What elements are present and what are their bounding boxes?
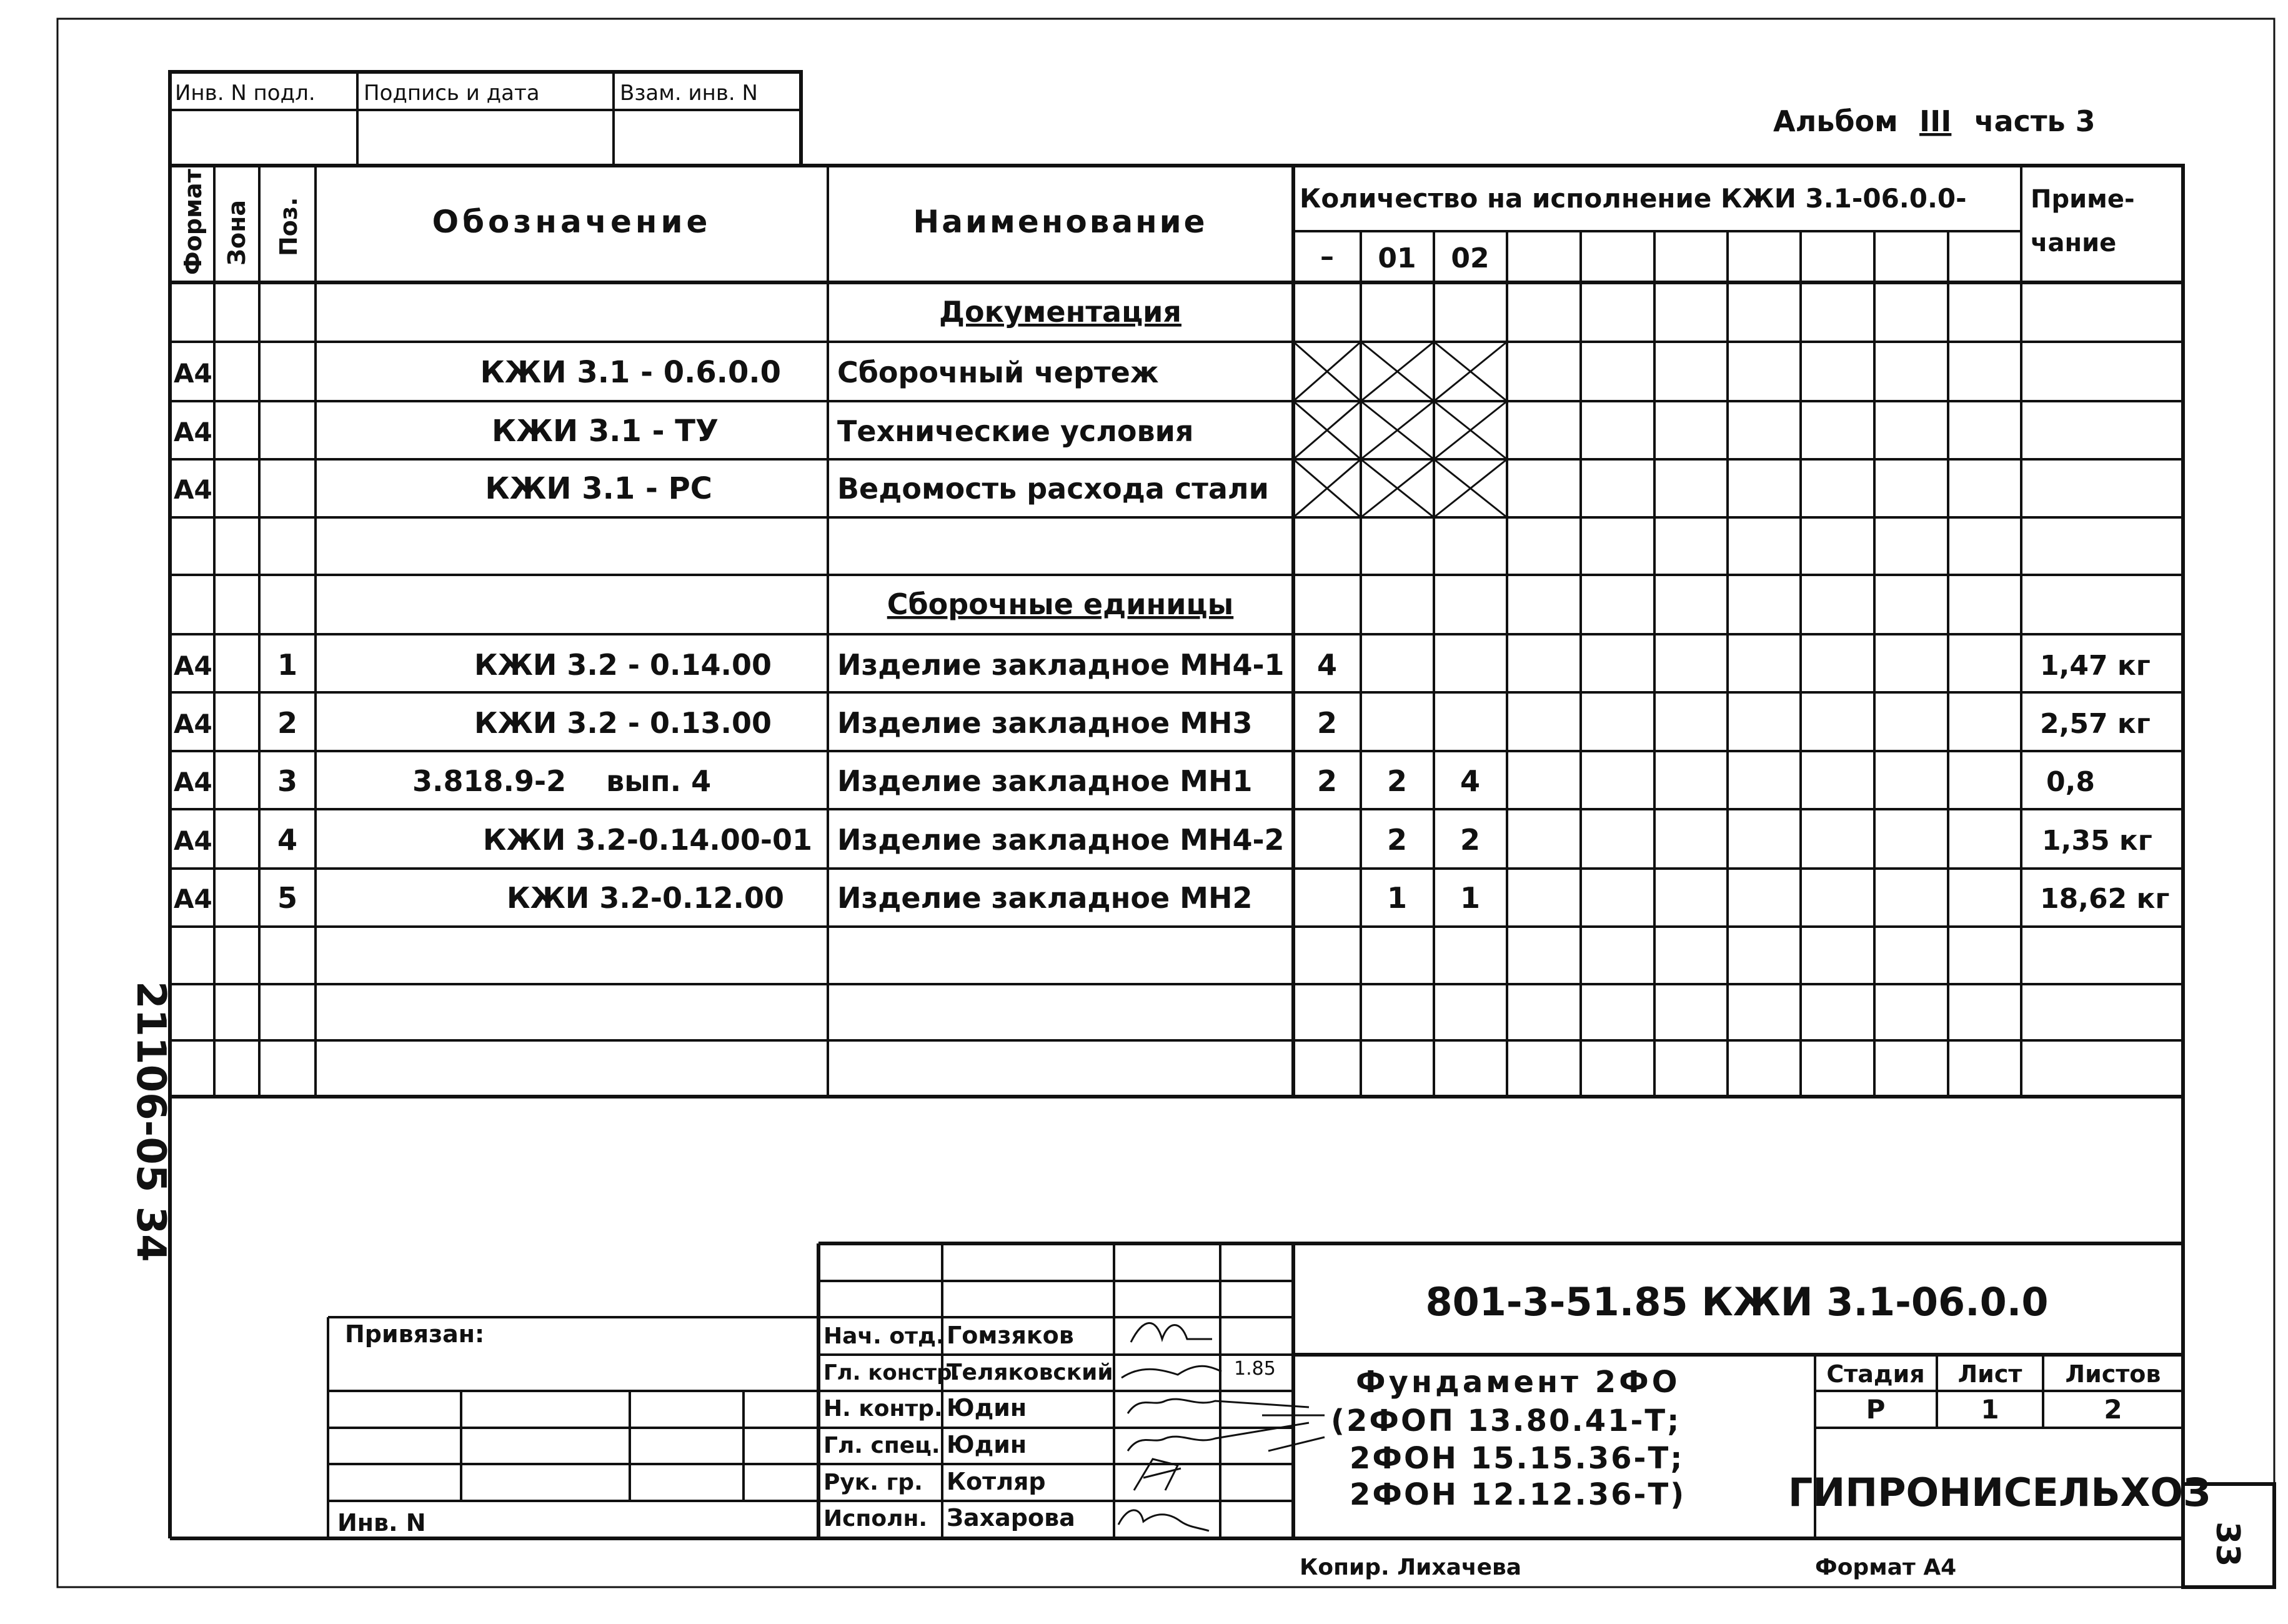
person-name: Теляковский (947, 1360, 1113, 1385)
crossed-cells (1293, 342, 1507, 517)
header-col-dash: – (1320, 241, 1334, 272)
cell-format: А4 (174, 884, 212, 914)
cell-qty-01: 1 (1386, 881, 1408, 915)
stage-label: Стадия (1826, 1360, 1925, 1388)
cell-oboznachenie: 3.818.9-2 вып. 4 (412, 764, 712, 798)
role-label: Рук. гр. (823, 1470, 923, 1495)
header-kolichestvo: Количество на исполнение КЖИ 3.1-06.0.0- (1300, 183, 1967, 214)
header-oboznachenie: Обозначение (432, 204, 712, 240)
cell-naimenovanie: Изделие закладное МН2 (837, 881, 1253, 915)
role-label: Гл. констр. (823, 1360, 960, 1385)
signature-scribble (1118, 1510, 1209, 1531)
cell-qty-02: 1 (1460, 881, 1481, 915)
cell-qty-01: 2 (1386, 823, 1408, 857)
cell-note: 0,8 (2046, 766, 2095, 798)
album-roman: III (1919, 104, 1952, 138)
sheet-label: Лист (1957, 1360, 2022, 1388)
cell-naimenovanie: Технические условия (837, 414, 1194, 448)
header-poz: Поз. (275, 197, 302, 256)
signature-scribble (1122, 1366, 1221, 1378)
cell-note: 1,47 кг (2040, 650, 2151, 682)
cell-oboznachenie: КЖИ 3.1 - ТУ (492, 414, 719, 449)
sheets-label: Листов (2065, 1360, 2161, 1388)
item-row (174, 881, 2169, 915)
item-row (174, 764, 2095, 798)
footer-copied: Копир. Лихачева (1300, 1555, 1522, 1580)
svg-text:Альбом: Альбом (1773, 104, 1898, 138)
table-header (179, 169, 2135, 275)
doc-row (174, 414, 1193, 449)
sheet-value: 1 (1981, 1394, 1999, 1425)
signature-scribble (1128, 1399, 1309, 1413)
cell-qty-01: 2 (1386, 764, 1408, 798)
cell-format: А4 (174, 474, 212, 505)
designation: 801-3-51.85 КЖИ 3.1-06.0.0 (1425, 1279, 2049, 1325)
side-number: 21106-05 34 (127, 981, 174, 1262)
item-row (174, 706, 2151, 740)
cell-format: А4 (174, 358, 212, 389)
cell-qty-base: 4 (1316, 648, 1338, 682)
title-line-1: Фундамент 2ФО (1356, 1365, 1681, 1400)
signature-row (823, 1322, 1212, 1349)
inv-n-label: Инв. N (337, 1509, 426, 1537)
footer-format: Формат А4 (1815, 1555, 1957, 1580)
organization: ГИПРОНИСЕЛЬХОЗ (1788, 1470, 2211, 1515)
cell-qty-base: 2 (1316, 706, 1338, 740)
cell-qty-02: 4 (1460, 764, 1481, 798)
signature-scribble (1131, 1323, 1212, 1342)
person-name: Юдин (947, 1394, 1027, 1422)
person-name: Котляр (947, 1468, 1046, 1495)
cell-poz: 2 (277, 706, 298, 740)
signature-row (823, 1504, 1209, 1532)
cell-note: 1,35 кг (2042, 825, 2152, 857)
cell-naimenovanie: Изделие закладное МН3 (837, 706, 1253, 740)
stamp-inv-podl: Инв. N подл. (175, 81, 316, 106)
header-zona: Зона (223, 199, 251, 266)
cell-format: А4 (174, 709, 212, 739)
title-line-3: 2ФОН 15.15.36-Т; (1350, 1441, 1684, 1476)
cell-poz: 1 (277, 648, 298, 682)
header-naimenovanie: Наименование (913, 204, 1208, 240)
privyazan-label: Привязан: (345, 1320, 485, 1348)
cell-oboznachenie: КЖИ 3.2-0.12.00 (507, 881, 784, 915)
stamp-vzam: Взам. инв. N (620, 81, 758, 106)
cell-format: А4 (174, 417, 212, 447)
sheets-value: 2 (2104, 1394, 2122, 1425)
inventory-stamp (170, 72, 801, 166)
person-name: Гомзяков (947, 1322, 1074, 1349)
cell-oboznachenie: КЖИ 3.2 - 0.14.00 (474, 648, 772, 682)
cell-oboznachenie: КЖИ 3.2-0.14.00-01 (482, 823, 812, 857)
cell-naimenovanie: Изделие закладное МН4-1 (837, 648, 1285, 682)
role-label: Нач. отд. (823, 1323, 945, 1349)
doc-row (174, 355, 1159, 390)
album-part: часть 3 (1974, 104, 2096, 138)
signature-row (823, 1358, 1276, 1385)
item-row (174, 648, 2151, 682)
cell-format: А4 (174, 767, 212, 797)
title-line-2: (2ФОП 13.80.41-Т; (1331, 1403, 1681, 1438)
header-col-02: 02 (1451, 242, 1490, 274)
cell-format: А4 (174, 825, 212, 856)
cell-oboznachenie: КЖИ 3.1 - 0.6.0.0 (480, 355, 781, 390)
drawing-title (1331, 1365, 1686, 1512)
person-name: Юдин (947, 1431, 1027, 1458)
doc-row (174, 471, 1269, 506)
cell-qty-02: 2 (1460, 823, 1481, 857)
cell-naimenovanie: Сборочный чертеж (837, 356, 1159, 389)
cell-poz: 4 (277, 823, 298, 857)
cell-poz: 5 (277, 881, 298, 915)
section-documentation: Документация (939, 295, 1181, 329)
cell-note: 18,62 кг (2040, 883, 2170, 915)
header-prim-2: чание (2031, 229, 2117, 257)
sheet-trim-frame (57, 19, 2274, 1587)
cell-oboznachenie: КЖИ 3.2 - 0.13.00 (474, 706, 772, 740)
page-number: 33 (2209, 1522, 2246, 1567)
stamp-podpis: Подпись и дата (364, 81, 540, 106)
item-row (174, 823, 2152, 857)
role-label: Исполн. (823, 1506, 927, 1532)
cell-naimenovanie: Изделие закладное МН1 (837, 764, 1253, 798)
cell-format: А4 (174, 650, 212, 681)
role-label: Н. контр. (823, 1396, 943, 1422)
cell-naimenovanie: Ведомость расхода стали (837, 472, 1269, 506)
header-col-01: 01 (1378, 242, 1416, 274)
header-prim-1: Приме- (2031, 185, 2135, 214)
role-label: Гл. спец. (823, 1433, 940, 1458)
signature-date: 1.85 (1234, 1358, 1276, 1380)
title-line-4: 2ФОН 12.12.36-Т) (1350, 1477, 1686, 1512)
cell-poz: 3 (277, 764, 298, 798)
album-label (1773, 104, 2096, 138)
cell-naimenovanie: Изделие закладное МН4-2 (837, 823, 1285, 857)
signature-row (823, 1394, 1309, 1422)
stage-value: Р (1866, 1394, 1886, 1425)
header-format: Формат (179, 169, 207, 275)
section-assembly-units: Сборочные единицы (887, 587, 1234, 621)
cell-oboznachenie: КЖИ 3.1 - РС (485, 471, 712, 506)
person-name: Захарова (947, 1504, 1075, 1532)
cell-qty-base: 2 (1316, 764, 1338, 798)
cell-note: 2,57 кг (2040, 708, 2151, 740)
